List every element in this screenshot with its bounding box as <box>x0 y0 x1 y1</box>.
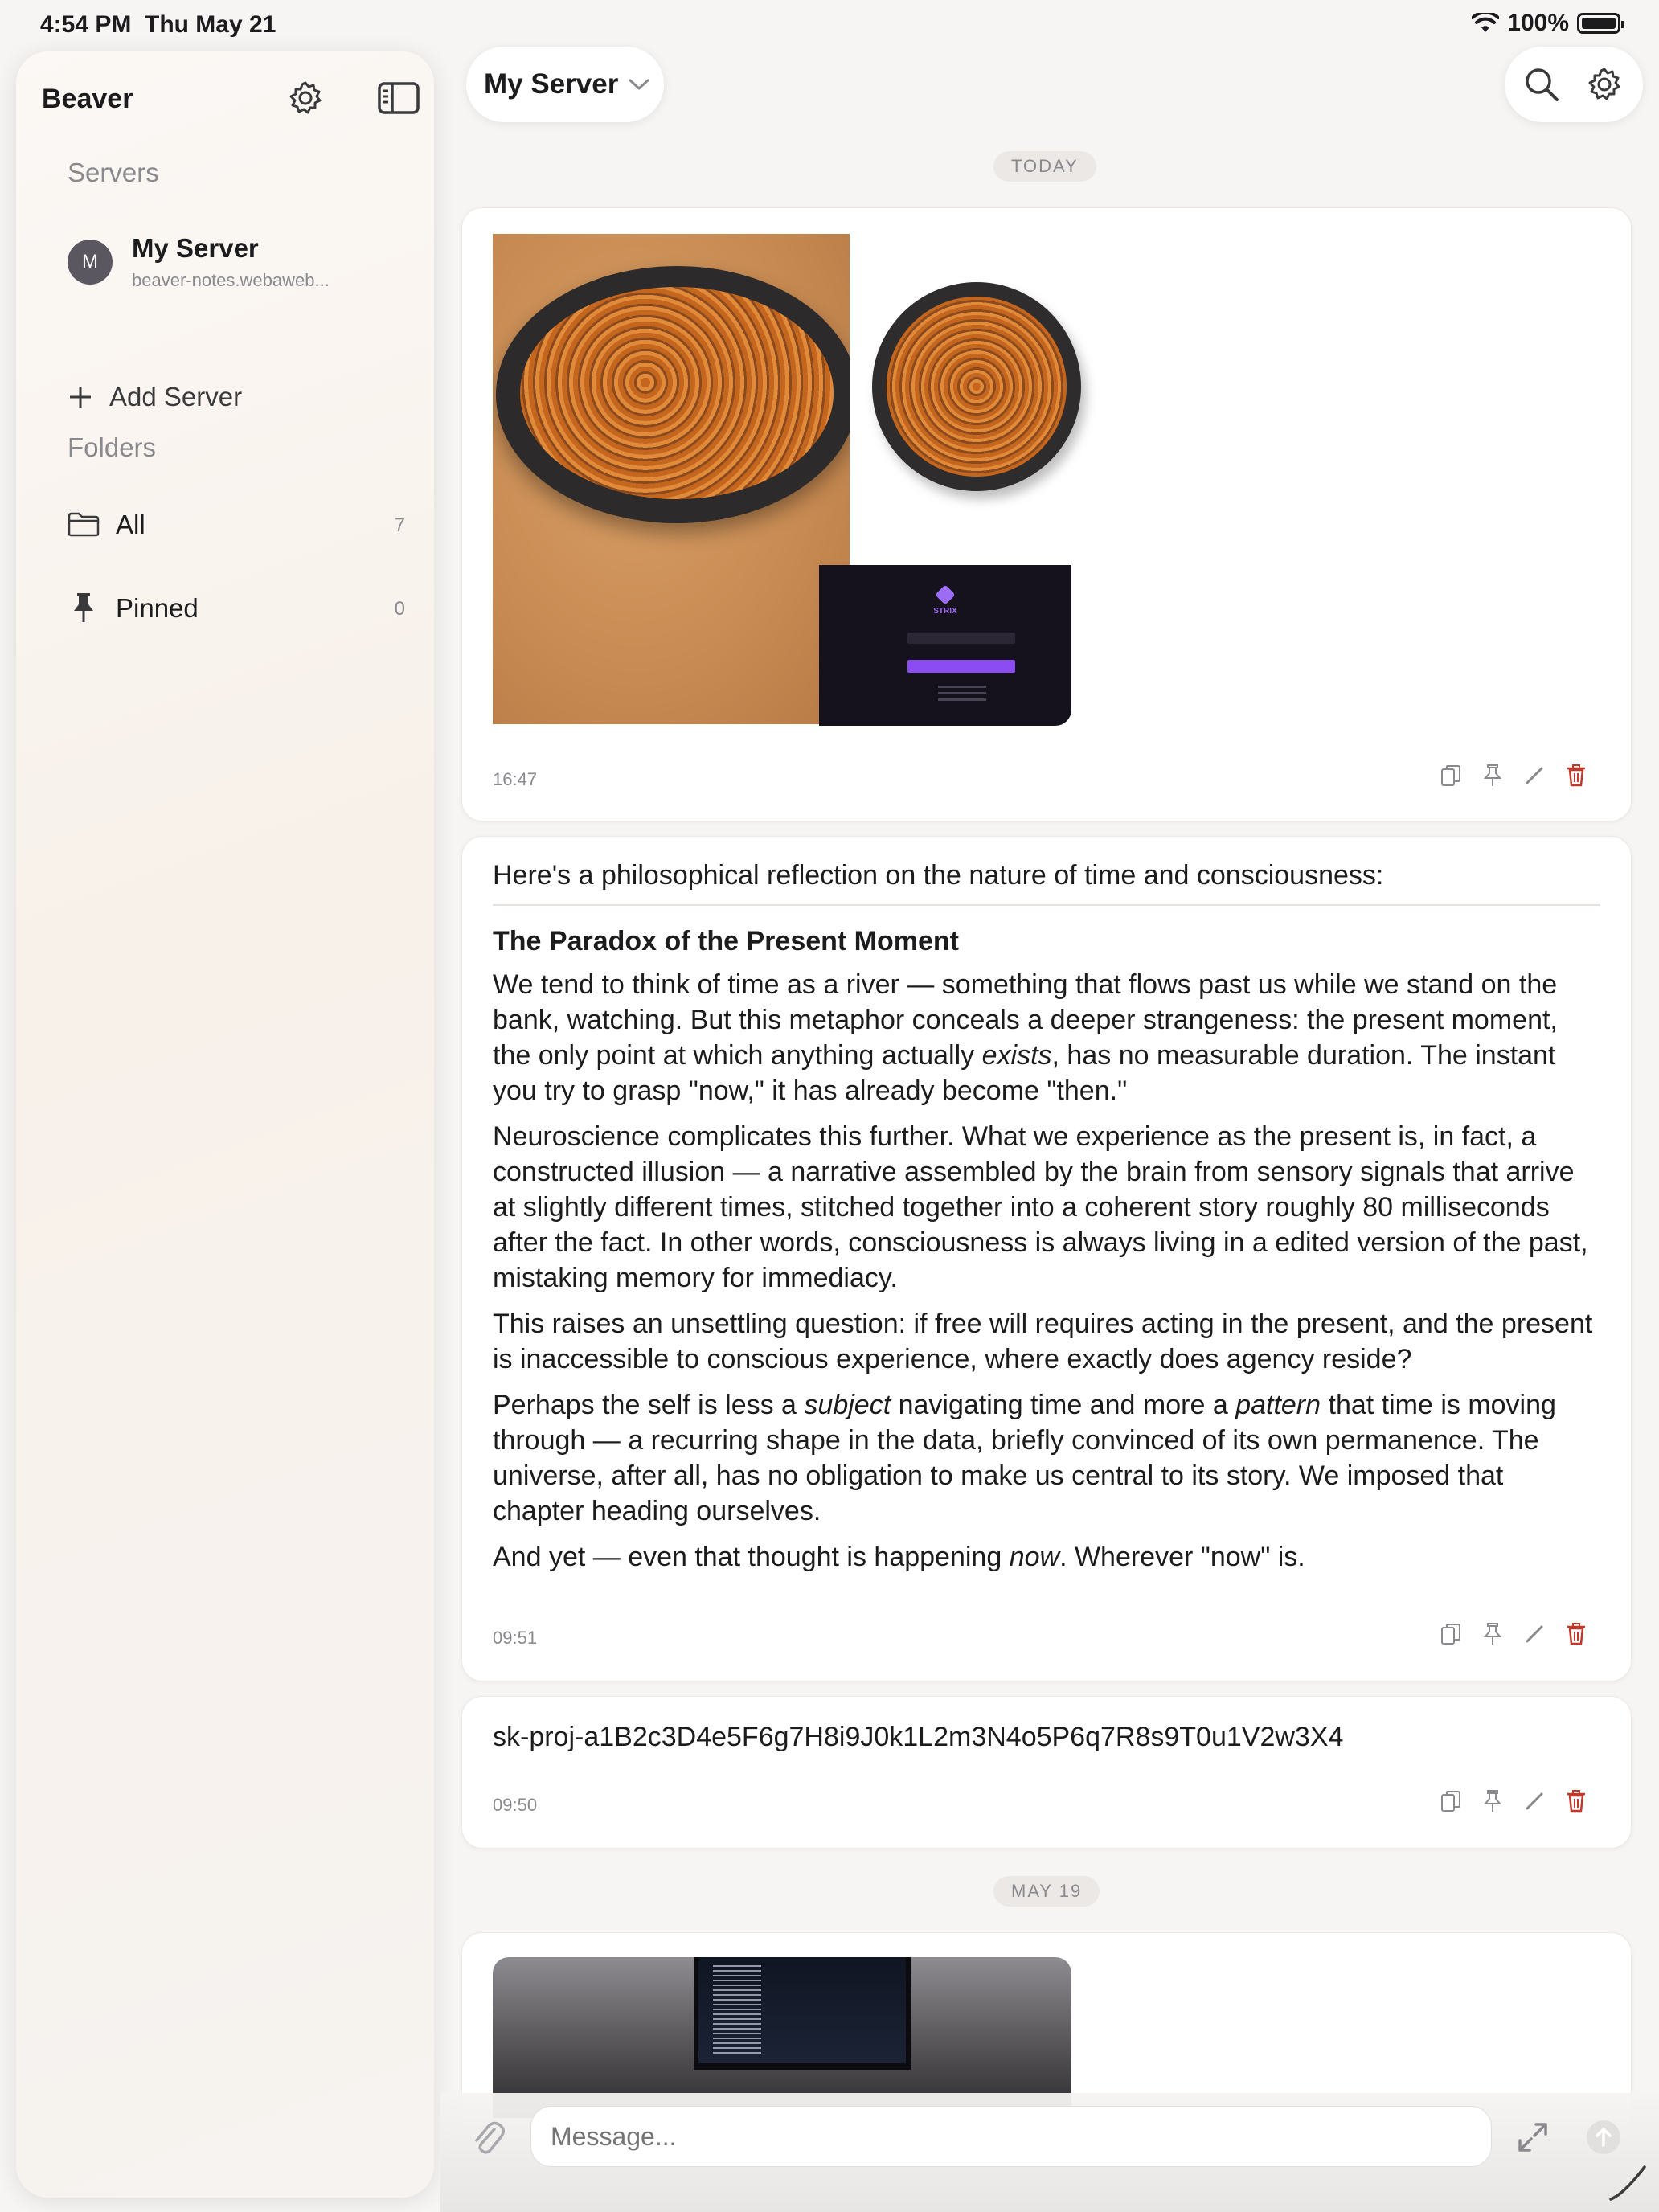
chevron-down-icon <box>628 77 650 92</box>
settings-icon[interactable] <box>1583 63 1625 105</box>
note-card[interactable] <box>461 207 1632 821</box>
copy-icon[interactable] <box>1440 1623 1462 1645</box>
folders-section-label: Folders <box>68 432 157 462</box>
note-time: 09:50 <box>493 1795 538 1815</box>
note-body <box>493 858 1600 1585</box>
note-actions <box>1440 1790 1587 1813</box>
pencil-stroke-icon <box>1608 2162 1648 2202</box>
server-name: My Server <box>132 233 259 263</box>
trash-icon[interactable] <box>1565 1790 1587 1813</box>
edit-icon[interactable] <box>1523 764 1546 787</box>
sidebar-header <box>42 72 408 124</box>
monitor-image <box>694 1957 911 2070</box>
trash-icon[interactable] <box>1565 764 1587 787</box>
pin-icon[interactable] <box>1481 1790 1504 1813</box>
note-actions <box>1440 764 1587 787</box>
note-heading: The Paradox of the Present Moment <box>493 926 959 956</box>
note-time: 16:47 <box>493 769 538 789</box>
wifi-icon <box>1472 13 1499 34</box>
note-body: sk-proj-a1B2c3D4e5F6g7H8i9J0k1L2m3N4o5P6q7R8s9T0u1V2w3X4 <box>493 1722 1344 1752</box>
logo-icon <box>935 584 955 604</box>
send-button[interactable] <box>1583 2117 1624 2157</box>
app-title: Beaver <box>42 84 133 114</box>
date-separator: TODAY <box>993 151 1096 182</box>
trash-icon[interactable] <box>1565 1623 1587 1645</box>
pin-icon[interactable] <box>1481 1623 1504 1645</box>
paragraph-3: This raises an unsettling question: if free will requires acting in the present, and the present is inaccessible to conscious experience, where exactly does agency reside? <box>493 1309 1593 1374</box>
plate-photo[interactable] <box>851 234 1076 571</box>
paragraph-2: Neuroscience complicates this further. What we experience as the present is, in fact, a constructed illusion — a narrative assembled by the brain from sensory signals that arrive at slightly different times, stitched together into a coherent story roughly 80 milliseconds after the fact. In other words, consciousness is always living in a edited version of the past, mistaking memory for immediacy. <box>493 1121 1588 1293</box>
sidebar-item-all[interactable] <box>68 502 405 550</box>
battery-percent: 100% <box>1507 10 1569 36</box>
sidebar-toggle-icon[interactable] <box>378 77 420 119</box>
header-actions <box>1505 47 1643 122</box>
note-actions <box>1440 1623 1587 1645</box>
folder-name: Pinned <box>116 593 199 623</box>
paragraph-4: Perhaps the self is less a subject navigating time and more a pattern that time is moving through — a recurring shape in the data, briefly convinced of its own permanence. The universe, after all, has no obligation to make us central to its story. We imposed that chapter heading ourselves. <box>493 1390 1556 1526</box>
paragraph-5: And yet — even that thought is happening now. Wherever "now" is. <box>493 1542 1305 1572</box>
pasta-photo[interactable] <box>493 234 850 724</box>
login-screenshot[interactable] <box>819 565 1071 726</box>
status-time: 4:54 PM <box>40 11 132 38</box>
server-selector-label: My Server <box>484 68 619 100</box>
servers-section-label: Servers <box>68 158 159 187</box>
login-button <box>907 660 1015 673</box>
add-server-button[interactable] <box>68 375 242 420</box>
status-bar <box>0 0 1659 50</box>
edit-icon[interactable] <box>1523 1623 1546 1645</box>
folder-count: 0 <box>394 598 405 620</box>
paperclip-icon[interactable] <box>468 2117 508 2157</box>
note-intro: Here's a philosophical reflection on the nature of time and consciousness: <box>493 860 1384 891</box>
sidebar-item-pinned[interactable] <box>68 585 405 633</box>
edit-icon[interactable] <box>1523 1790 1546 1813</box>
pin-icon[interactable] <box>1481 764 1504 787</box>
note-time: 09:51 <box>493 1628 538 1648</box>
avatar: M <box>68 240 113 285</box>
arrow-up-icon <box>1585 2119 1622 2156</box>
server-item[interactable] <box>68 231 405 296</box>
plus-icon <box>68 384 93 410</box>
settings-icon[interactable] <box>285 77 326 119</box>
paragraph-1: We tend to think of time as a river — something that flows past us while we stand on the bank, watching. But this metaphor conceals a deeper strangeness: the present moment, the only point at which anything actually exists, has no measurable duration. The instant you try to grasp "now," it has already become "then." <box>493 969 1558 1106</box>
login-preview-title: STRIX <box>933 607 957 616</box>
login-field <box>907 633 1015 644</box>
battery-icon <box>1577 13 1620 34</box>
sidebar <box>16 51 434 2198</box>
status-date: Thu May 21 <box>145 11 276 38</box>
pan-image <box>496 266 850 523</box>
search-icon[interactable] <box>1521 63 1563 105</box>
add-server-label: Add Server <box>109 382 243 412</box>
note-card[interactable] <box>461 1696 1632 1849</box>
folder-count: 7 <box>394 514 405 536</box>
divider <box>493 904 1600 906</box>
plate-image <box>872 282 1081 491</box>
expand-icon[interactable] <box>1513 2117 1553 2157</box>
server-url: beaver-notes.webaweb... <box>132 270 330 290</box>
date-separator: MAY 19 <box>993 1876 1100 1907</box>
message-input[interactable] <box>530 2106 1492 2167</box>
server-selector[interactable] <box>466 47 664 122</box>
folder-icon <box>68 508 100 540</box>
status-right <box>1472 10 1620 37</box>
note-card[interactable] <box>461 836 1632 1682</box>
copy-icon[interactable] <box>1440 1790 1462 1813</box>
pin-icon <box>68 592 100 624</box>
copy-icon[interactable] <box>1440 764 1462 787</box>
folder-name: All <box>116 510 145 539</box>
